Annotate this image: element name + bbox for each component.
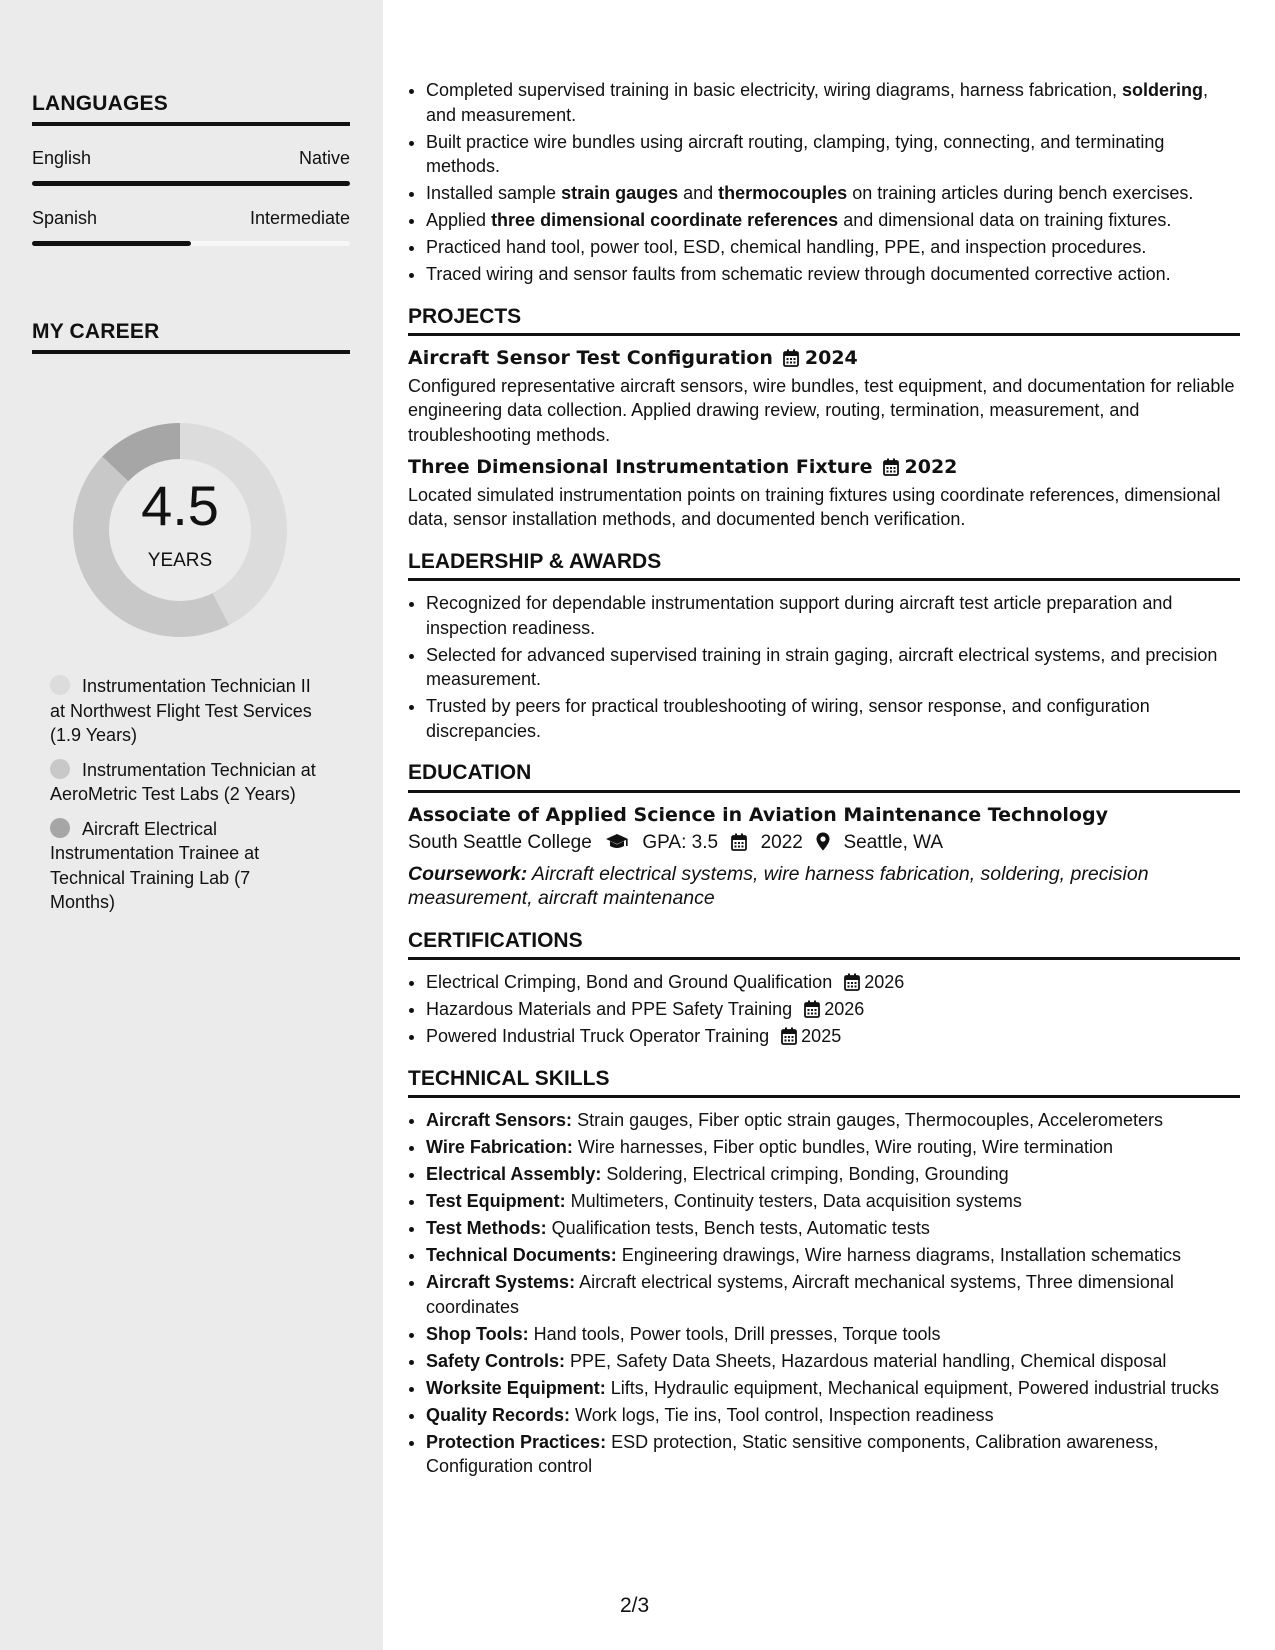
language-level: Intermediate <box>249 208 350 228</box>
career-total-unit: YEARS <box>147 550 213 571</box>
leadership-list <box>408 591 1240 743</box>
project-description: Located simulated instrumentation points on training fixtures using coordinate references, dimensional data, sensor installation methods, and documented bench verification. <box>408 484 1221 529</box>
certification-name: Electrical Crimping, Bond and Ground Qualification <box>426 972 833 992</box>
calendar-icon <box>844 973 860 991</box>
calendar-icon <box>781 1027 797 1045</box>
project-year: 2022 <box>904 456 958 478</box>
certification-item <box>426 997 1240 1022</box>
projects-list <box>408 346 1240 532</box>
career-legend-dot <box>50 759 70 779</box>
skill-values: Aircraft electrical systems, Aircraft mechanical systems, Three dimensional coordinates <box>426 1272 1174 1317</box>
language-proficiency-bar <box>32 181 350 186</box>
skill-item <box>426 1430 1240 1479</box>
education-entry <box>408 803 1240 911</box>
languages-heading: LANGUAGES <box>32 92 350 126</box>
graduation-year: 2022 <box>760 832 803 853</box>
career-item-label: Aircraft Electrical Instrumentation Trainee at Technical Training Lab (7 Months) <box>50 818 260 912</box>
school-name: South Seattle College <box>408 832 592 853</box>
project-title: Aircraft Sensor Test Configuration <box>408 347 773 369</box>
certification-item <box>426 970 1240 995</box>
project-title-row <box>408 455 1240 480</box>
skill-category: Technical Documents: <box>426 1245 617 1265</box>
certification-year: 2026 <box>824 999 865 1019</box>
bullet-emphasis: three dimensional coordinate references <box>491 210 839 230</box>
skill-item <box>426 1135 1240 1160</box>
bullet-text: on training articles during bench exercises. <box>847 183 1194 203</box>
skill-category: Test Equipment: <box>426 1191 566 1211</box>
certifications-list <box>408 970 1240 1049</box>
experience-bullet <box>426 181 1240 206</box>
certifications-heading: CERTIFICATIONS <box>408 929 1240 961</box>
project-description: Configured representative aircraft sensors, wire bundles, test equipment, and documentation for reliable engineering data collection. Applied drawing review, routing, termination, measurement, and troubleshooting methods. <box>408 375 1235 445</box>
sidebar <box>0 0 383 1650</box>
skill-item <box>426 1349 1240 1374</box>
project-year: 2024 <box>804 347 858 369</box>
skill-values: Qualification tests, Bench tests, Automatic tests <box>546 1218 930 1238</box>
skill-category: Quality Records: <box>426 1404 571 1425</box>
experience-bullet <box>426 262 1240 287</box>
career-item <box>50 817 320 915</box>
skill-category: Aircraft Sensors: <box>426 1110 573 1130</box>
projects-heading: PROJECTS <box>408 305 1240 337</box>
bullet-text: Applied <box>426 210 492 230</box>
education-heading: EDUCATION <box>408 761 1240 793</box>
skill-values: Lifts, Hydraulic equipment, Mechanical equipment, Powered industrial trucks <box>605 1377 1219 1398</box>
career-item <box>50 674 320 748</box>
career-legend-dot <box>50 675 70 695</box>
skill-category: Shop Tools: <box>426 1323 529 1344</box>
experience-bullet <box>426 208 1240 233</box>
language-row <box>32 208 350 229</box>
bullet-emphasis: soldering <box>1121 80 1203 100</box>
career-donut-chart <box>62 412 298 648</box>
language-proficiency-fill <box>32 181 350 186</box>
career-total-years: 4.5 <box>141 474 219 537</box>
skill-item <box>426 1189 1240 1214</box>
skills-heading: TECHNICAL SKILLS <box>408 1067 1240 1099</box>
location-pin-icon <box>816 832 830 851</box>
calendar-icon <box>783 349 799 367</box>
calendar-icon <box>731 833 747 851</box>
skill-values: Work logs, Tie ins, Tool control, Inspection readiness <box>570 1404 994 1425</box>
certification-name: Powered Industrial Truck Operator Training <box>426 1026 770 1046</box>
leadership-item: • Recognized for dependable instrumentation support during aircraft test article preparation and inspection readiness. <box>426 591 1240 640</box>
language-proficiency-bar <box>32 241 350 246</box>
career-section <box>32 320 350 354</box>
certification-name: Hazardous Materials and PPE Safety Training <box>426 999 793 1019</box>
skill-category: Protection Practices: <box>426 1431 607 1452</box>
certification-item <box>426 1024 1240 1049</box>
gpa: GPA: 3.5 <box>642 832 719 853</box>
leadership-item: • Selected for advanced supervised training in strain gaging, aircraft electrical systems, and precision measurement. <box>426 643 1240 692</box>
language-proficiency-fill <box>32 241 191 246</box>
skill-item <box>426 1243 1240 1268</box>
skill-values: Wire harnesses, Fiber optic bundles, Wire routing, Wire termination <box>572 1137 1114 1157</box>
bullet-text: Traced wiring and sensor faults from schematic review through documented corrective action. <box>426 264 1171 284</box>
languages-list <box>32 148 350 246</box>
skill-values: Hand tools, Power tools, Drill presses, Torque tools <box>528 1323 941 1344</box>
career-item-label: Instrumentation Technician at AeroMetric Test Labs (2 Years) <box>50 759 316 804</box>
skill-category: Safety Controls: <box>426 1350 566 1371</box>
bullet-text: Practiced hand tool, power tool, ESD, chemical handling, PPE, and inspection procedures. <box>426 237 1147 257</box>
skill-item <box>426 1376 1240 1401</box>
language-level: Native <box>298 148 350 168</box>
skill-values: Multimeters, Continuity testers, Data acquisition systems <box>565 1191 1022 1211</box>
certification-year: 2026 <box>864 972 905 992</box>
calendar-icon <box>804 1000 820 1018</box>
career-item <box>50 758 320 807</box>
leadership-heading: LEADERSHIP & AWARDS <box>408 550 1240 582</box>
skill-values: Soldering, Electrical crimping, Bonding, Grounding <box>601 1164 1009 1184</box>
career-legend-dot <box>50 818 70 838</box>
bullet-emphasis: strain gauges <box>561 183 679 203</box>
skill-item <box>426 1270 1240 1319</box>
languages-section <box>32 92 350 246</box>
page-number: 2/3 <box>620 1594 650 1617</box>
experience-bullet <box>426 130 1240 179</box>
career-heading: MY CAREER <box>32 320 350 354</box>
calendar-icon <box>883 458 899 476</box>
language-name: Spanish <box>32 208 98 228</box>
skill-category: Aircraft Systems: <box>426 1272 576 1292</box>
skill-values: ESD protection, Static sensitive components, Calibration awareness, Configuration control <box>426 1431 1159 1476</box>
degree-title: Associate of Applied Science in Aviation Maintenance Technology <box>408 803 1108 826</box>
location: Seattle, WA <box>843 832 944 853</box>
leadership-item: • Trusted by peers for practical troubleshooting of wiring, sensor response, and configuration discrepancies. <box>426 694 1240 743</box>
skill-category: Test Methods: <box>426 1218 547 1238</box>
skill-item <box>426 1216 1240 1241</box>
skill-item <box>426 1108 1240 1133</box>
bullet-text: Completed supervised training in basic electricity, wiring diagrams, harness fabrication, <box>426 80 1122 100</box>
skill-category: Wire Fabrication: <box>426 1137 573 1157</box>
bullet-text: Installed sample <box>426 183 562 203</box>
skill-category: Electrical Assembly: <box>426 1164 602 1184</box>
experience-bullet <box>426 235 1240 260</box>
skills-list <box>408 1108 1240 1479</box>
project-title-row <box>408 346 1240 371</box>
skill-item <box>426 1322 1240 1347</box>
career-item-label: Instrumentation Technician II at Northwest Flight Test Services (1.9 Years) <box>50 676 312 745</box>
career-legend <box>50 674 320 925</box>
skill-category: Worksite Equipment: <box>426 1377 606 1398</box>
coursework-label: Coursework: <box>408 862 528 885</box>
skill-item <box>426 1403 1240 1428</box>
experience-bullets <box>408 78 1240 287</box>
language-name: English <box>32 148 92 168</box>
education-meta <box>408 831 1240 856</box>
donut-center <box>62 412 298 648</box>
skill-item <box>426 1162 1240 1187</box>
skill-values: Engineering drawings, Wire harness diagrams, Installation schematics <box>616 1245 1181 1265</box>
skill-values: PPE, Safety Data Sheets, Hazardous material handling, Chemical disposal <box>565 1350 1167 1371</box>
coursework <box>408 862 1240 911</box>
bullet-text: and dimensional data on training fixtures. <box>838 210 1172 230</box>
bullet-emphasis: thermocouples <box>718 183 848 203</box>
project-title: Three Dimensional Instrumentation Fixture <box>408 456 873 478</box>
graduation-cap-icon <box>605 833 629 851</box>
certification-year: 2025 <box>801 1026 842 1046</box>
language-row <box>32 148 350 169</box>
main-content <box>408 78 1240 1481</box>
bullet-text: , and measurement. <box>426 80 1209 125</box>
experience-bullet <box>426 78 1240 127</box>
bullet-text: Built practice wire bundles using aircraft routing, clamping, tying, connecting, and terminating methods. <box>426 131 1165 176</box>
bullet-text: and <box>678 183 719 203</box>
coursework-text: Aircraft electrical systems, wire harness fabrication, soldering, precision measurement, aircraft maintenance <box>408 862 1149 909</box>
skill-values: Strain gauges, Fiber optic strain gauges, Thermocouples, Accelerometers <box>572 1110 1164 1130</box>
